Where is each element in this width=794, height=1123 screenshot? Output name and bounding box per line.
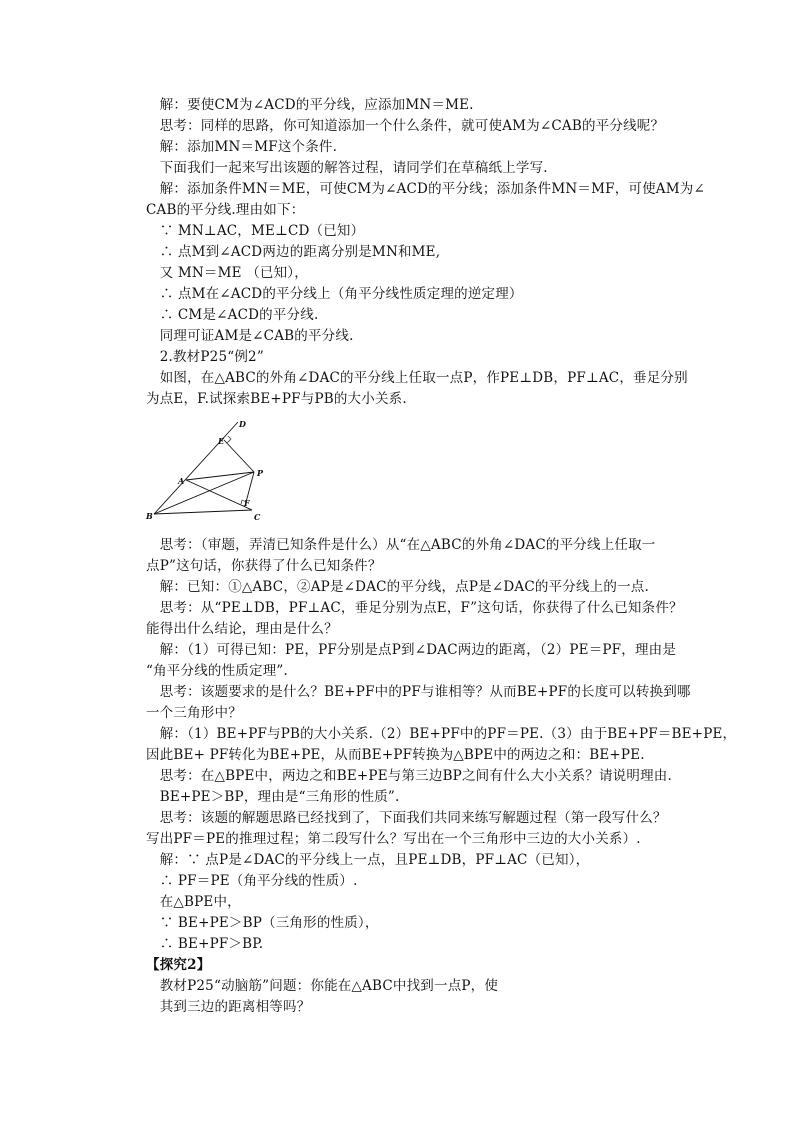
text-line: 解：已知：①△ABC，②AP是∠DAC的平分线，点P是∠DAC的平分线上的一点. bbox=[146, 579, 649, 595]
text-line: 又 MN＝ME （已知）， bbox=[146, 265, 308, 281]
label-b: B bbox=[146, 511, 153, 521]
text-line: 能得出什么结论，理由是什么？ bbox=[146, 621, 338, 637]
line-ac bbox=[186, 480, 252, 510]
text-line: “角平分线的性质定理”. bbox=[146, 663, 288, 679]
right-angle-mark-e bbox=[227, 436, 231, 443]
text-line: 思考：（审题，弄清已知条件是什么）从“在△ABC的外角∠DAC的平分线上任取一 bbox=[146, 537, 656, 553]
text-line: 思考：在△BPE中，两边之和BE+PE与第三边BP之间有什么大小关系？请说明理由. bbox=[146, 768, 672, 784]
text-line: 解：（1）可得已知：PE，PF分别是点P到∠DAC两边的距离，（2）PE＝PF，理由是 bbox=[146, 642, 677, 658]
label-c: C bbox=[254, 512, 261, 522]
label-f: F bbox=[244, 498, 250, 508]
label-d: D bbox=[239, 419, 246, 429]
text-line: 解：要使CM为∠ACD的平分线，应添加MN＝ME. bbox=[146, 97, 474, 113]
text-line: 解：添加条件MN＝ME，可使CM为∠ACD的平分线；添加条件MN＝MF，可使AM为∠ bbox=[146, 181, 705, 197]
text-line: 解：添加MN＝MF这个条件. bbox=[146, 139, 338, 155]
text-line: 为点E，F.试探索BE+PF与PB的大小关系. bbox=[146, 391, 407, 407]
text-line: 在△BPE中， bbox=[146, 894, 241, 910]
label-a: A bbox=[178, 476, 185, 486]
label-e: E bbox=[218, 436, 225, 446]
text-line: ∵ BE+PE＞BP（三角形的性质）， bbox=[146, 915, 379, 931]
text-line: 思考：该题要求的是什么？BE+PF中的PF与谁相等？从而BE+PF的长度可以转换到哪 bbox=[146, 684, 691, 700]
text-line: 下面我们一起来写出该题的解答过程，请同学们在草稿纸上学写. bbox=[146, 160, 548, 176]
text-line: 解：∵ 点P是∠DAC的平分线上一点，且PE⊥DB，PF⊥AC（已知）， bbox=[146, 852, 590, 868]
label-p: P bbox=[257, 468, 264, 478]
text-line: ∴ 点M到∠ACD两边的距离分别是MN和ME, bbox=[146, 244, 441, 260]
text-line: 解：（1）BE+PF与PB的大小关系.（2）BE+PF中的PF＝PE.（3）由于BE+PF＝BE+PE， bbox=[146, 726, 737, 742]
text-line: 如图，在△ABC的外角∠DAC的平分线上任取一点P，作PE⊥DB，PF⊥AC，垂足分别 bbox=[146, 370, 688, 386]
text-line: CAB的平分线.理由如下： bbox=[146, 202, 305, 218]
line-bd bbox=[154, 422, 238, 514]
text-line: 思考：同样的思路，你可知道添加一个什么条件，就可使AM为∠CAB的平分线呢？ bbox=[146, 118, 665, 134]
text-line: ∴ BE+PF＞BP. bbox=[146, 936, 264, 952]
text-line: 一个三角形中？ bbox=[146, 705, 242, 721]
text-line: 思考：该题的解题思路已经找到了，下面我们共同来练写解题过程（第一段写什么？ bbox=[146, 810, 667, 826]
text-line: 因此BE+ PF转化为BE+PE，从而BE+PF转换为△BPE中的两边之和：BE+PE. bbox=[146, 747, 645, 763]
text-line: 思考：从“PE⊥DB，PF⊥AC，垂足分别为点E，F”这句话，你获得了什么已知条件？ bbox=[146, 600, 683, 616]
section-heading: 【探究2】 bbox=[146, 957, 211, 973]
line-bc bbox=[154, 510, 252, 514]
text-line: ∴ PF＝PE（角平分线的性质）. bbox=[146, 873, 358, 889]
text-line: 点P”这句话，你获得了什么已知条件？ bbox=[146, 558, 382, 574]
text-line: ∵ MN⊥AC，ME⊥CD（已知） bbox=[146, 223, 365, 239]
text-line: ∴ 点M在∠ACD的平分线上（角平分线性质定理的逆定理） bbox=[146, 286, 523, 302]
text-line: 2.教材P25“例2” bbox=[146, 349, 264, 365]
text-line: ∴ CM是∠ACD的平分线. bbox=[146, 307, 319, 323]
text-line: 写出PF＝PE的推理过程；第二段写什么？写出在一个三角形中三边的大小关系）. bbox=[146, 831, 641, 847]
text-line: 其到三边的距离相等吗？ bbox=[146, 999, 311, 1015]
line-pe bbox=[224, 440, 254, 472]
text-line: 同理可证AM是∠CAB的平分线. bbox=[146, 328, 354, 344]
text-line: BE+PE＞BP，理由是“三角形的性质”. bbox=[146, 789, 400, 805]
geometry-figure bbox=[140, 418, 270, 524]
text-line: 教材P25“动脑筋”问题：你能在△ABC中找到一点P，使 bbox=[146, 978, 499, 994]
